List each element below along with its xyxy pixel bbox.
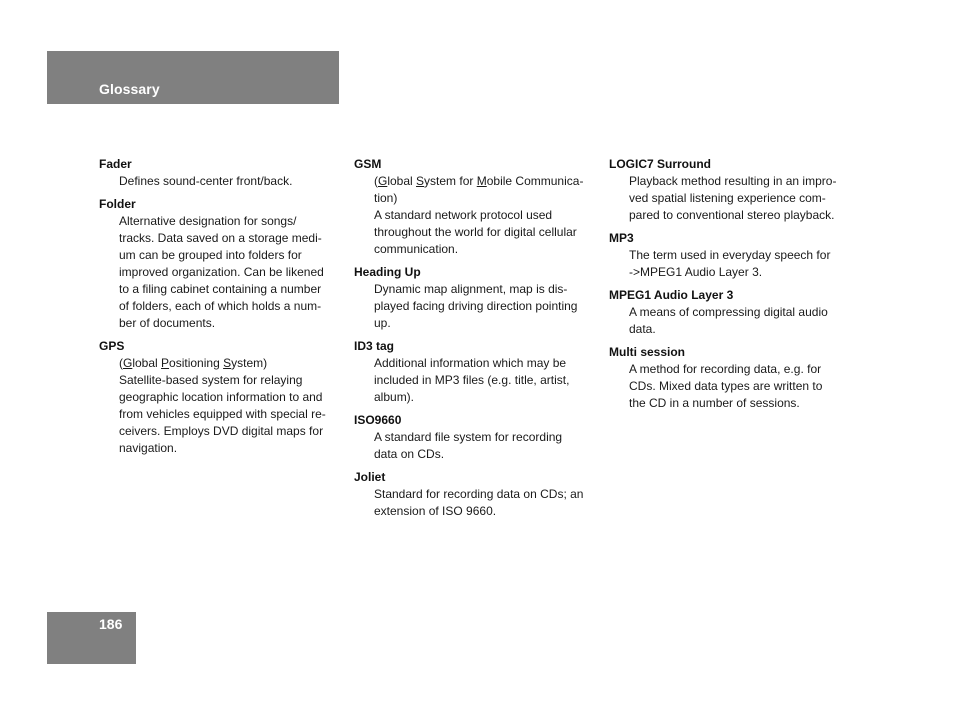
glossary-term: MPEG1 Audio Layer 3: [609, 288, 734, 302]
glossary-term: MP3: [609, 231, 634, 245]
glossary-term: GSM: [354, 157, 382, 171]
page-number-tab: [47, 612, 136, 664]
glossary-acronym-expansion: (Global System for Mobile Communica- tion): [374, 174, 584, 205]
glossary-term: Fader: [99, 157, 132, 171]
glossary-entry-joliet: [354, 469, 599, 520]
glossary-entry-gsm: [354, 156, 599, 258]
glossary-column-1: [99, 156, 344, 463]
glossary-definition: Defines sound-center front/back.: [119, 174, 293, 188]
page-title: Glossary: [99, 81, 160, 97]
glossary-definition: A standard network protocol used throughout the world for digital cellular communication.: [374, 208, 577, 256]
glossary-column-3: [609, 156, 854, 418]
glossary-definition: Standard for recording data on CDs; an extension of ISO 9660.: [374, 487, 584, 518]
glossary-definition: Alternative designation for songs/ tracks. Data saved on a storage medi- um can be grouped into folders for improved organization. Can be likened to a filing cabinet containing a number of folders, each of which holds a num- ber of documents.: [119, 214, 324, 330]
glossary-term: Multi session: [609, 345, 686, 359]
glossary-term: ID3 tag: [354, 339, 395, 353]
glossary-entry-fader: [99, 156, 344, 190]
glossary-definition: Additional information which may be included in MP3 files (e.g. title, artist, album).: [374, 356, 570, 404]
glossary-term: Heading Up: [354, 265, 421, 279]
glossary-entry-mpeg1-audio-layer-3: [609, 287, 854, 338]
glossary-term: LOGIC7 Surround: [609, 157, 711, 171]
glossary-column-2: [354, 156, 599, 526]
header-tab: [47, 51, 339, 104]
glossary-definition: The term used in everyday speech for ->MPEG1 Audio Layer 3.: [629, 248, 831, 279]
glossary-term: ISO9660: [354, 413, 402, 427]
glossary-definition: A means of compressing digital audio data.: [629, 305, 828, 336]
glossary-entry-multi-session: [609, 344, 854, 412]
glossary-definition: Satellite-based system for relaying geographic location information to and from vehicles equipped with special re- ceivers. Employs DVD digital maps for navigation.: [119, 373, 326, 455]
glossary-term: GPS: [99, 339, 125, 353]
glossary-entry-mp3: [609, 230, 854, 281]
glossary-term: Folder: [99, 197, 136, 211]
glossary-entry-heading-up: [354, 264, 599, 332]
glossary-entry-folder: [99, 196, 344, 332]
glossary-term: Joliet: [354, 470, 386, 484]
glossary-entry-logic7-surround: [609, 156, 854, 224]
glossary-definition: Playback method resulting in an impro- ved spatial listening experience com- pared to conventional stereo playback.: [629, 174, 837, 222]
glossary-definition: A standard file system for recording data on CDs.: [374, 430, 563, 461]
glossary-definition: Dynamic map alignment, map is dis- played facing driving direction pointing up.: [374, 282, 578, 330]
page-number: 186: [99, 616, 123, 632]
glossary-entry-gps: [99, 338, 344, 457]
glossary-definition: A method for recording data, e.g. for CDs. Mixed data types are written to the CD in a number of sessions.: [629, 362, 823, 410]
glossary-entry-iso9660: [354, 412, 599, 463]
glossary-entry-id3-tag: [354, 338, 599, 406]
glossary-acronym-expansion: (Global Positioning System): [119, 356, 268, 370]
